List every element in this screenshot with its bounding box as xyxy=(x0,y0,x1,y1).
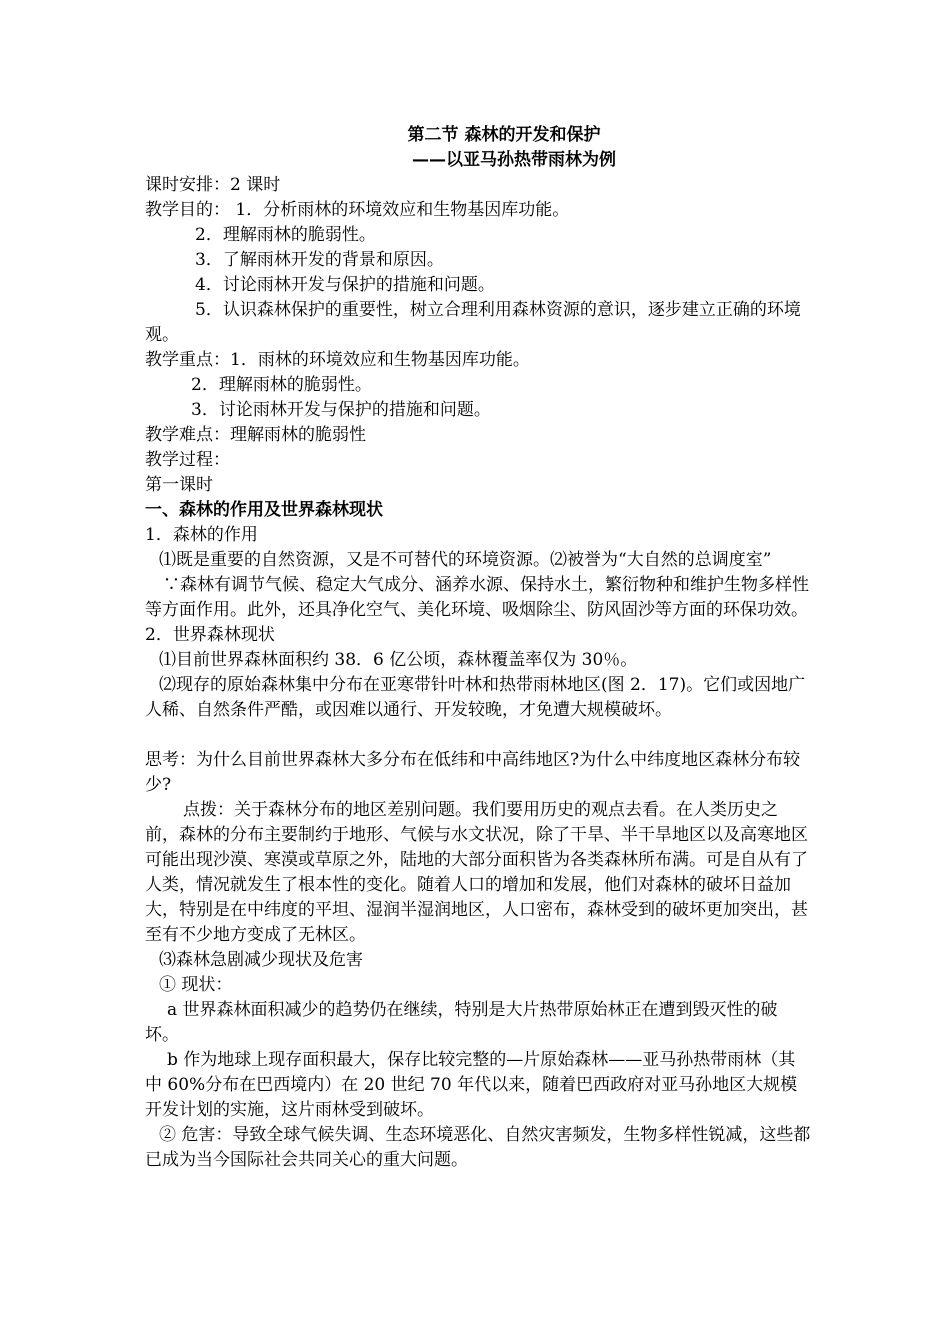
paragraph-role-1: ⑴既是重要的自然资源，又是不可替代的环境资源。⑵被誉为“大自然的总调度室” xyxy=(159,550,772,570)
key-points-line-1: 教学重点：1．雨林的环境效应和生物基因库功能。 xyxy=(145,350,530,370)
key-points-line-2: 2．理解雨林的脆弱性。 xyxy=(191,375,372,395)
hint-paragraph: 点拨：关于森林分布的地区差别问题。我们要用历史的观点去看。在人类历史之前，森林的分布主要制约于地形、气候与水文状况，除了干旱、半干旱地区以及高寒地区可能出现沙漠、寒漠或草原之外，陆地的大部分面积皆为各类森林所布满。可是自从有了人类，情况就发生了根本性的变化。随着人口的增加和发展，他们对森林的破坏日益加大，特别是在中纬度的平坦、湿润半湿润地区，人口密布，森林受到的破坏更加突出，甚至有不少地方变成了无林区。 xyxy=(145,800,808,945)
document-body xyxy=(145,123,811,1173)
think-question: 思考：为什么目前世界森林大多分布在低纬和中高纬地区?为什么中纬度地区森林分布较少? xyxy=(145,750,801,795)
objectives-line-4: 4．讨论雨林开发与保护的措施和问题。 xyxy=(195,275,495,295)
lesson-label: 第一课时 xyxy=(145,475,213,495)
schedule-line: 课时安排：2 课时 xyxy=(145,175,281,195)
objectives-line-5: 5．认识森林保护的重要性，树立合理利用森林资源的意识，逐步建立正确的环境观。 xyxy=(145,300,801,345)
blank-line xyxy=(145,723,811,748)
current-item-a: a 世界森林面积减少的趋势仍在继续，特别是大片热带原始林正在遭到毁灭性的破坏。 xyxy=(145,1000,778,1045)
objectives-line-3: 3．了解雨林开发的背景和原因。 xyxy=(195,250,444,270)
current-label: ① 现状： xyxy=(159,975,233,995)
objectives-line-1: 教学目的： 1．分析雨林的环境效应和生物基因库功能。 xyxy=(145,200,570,220)
paragraph-role-2: ∵森林有调节气候、稳定大气成分、涵养水源、保持水土，繁衍物种和维护生物多样性等方面作用。此外，还具净化空气、美化环境、吸烟除尘、防风固沙等方面的环保功效。 xyxy=(145,575,809,620)
section-heading: 一、森林的作用及世界森林现状 xyxy=(145,500,383,520)
page-subtitle: ——以亚马孙热带雨林为例 xyxy=(412,150,616,170)
objectives-line-2: 2．理解雨林的脆弱性。 xyxy=(195,225,376,245)
key-points-line-3: 3．讨论雨林开发与保护的措施和问题。 xyxy=(191,400,491,420)
subheading-forest-status: 2．世界森林现状 xyxy=(145,625,275,645)
page-title: 第二节 森林的开发和保护 xyxy=(407,125,601,145)
current-item-b: b 作为地球上现存面积最大，保存比较完整的—片原始森林——亚马孙热带雨林（其中 60%分布在巴西境内）在 20 世纪 70 年代以来，随着巴西政府对亚马孙地区大规模开发计划的实施，这片雨林受到破坏。 xyxy=(145,1050,798,1120)
paragraph-status-2: ⑵现存的原始森林集中分布在亚寒带针叶林和热带雨林地区(图 2．17)。它们或因地广人稀、自然条件严酷，或因难以通行、开发较晚，才免遭大规模破坏。 xyxy=(145,675,806,720)
paragraph-decline-heading: ⑶森林急剧减少现状及危害 xyxy=(159,950,363,970)
difficulty-line: 教学难点：理解雨林的脆弱性 xyxy=(145,425,366,445)
subheading-forest-role: 1．森林的作用 xyxy=(145,525,258,545)
process-line: 教学过程： xyxy=(145,450,230,470)
harm-paragraph: ② 危害：导致全球气候失调、生态环境恶化、自然灾害频发，生物多样性锐减，这些都已成为当今国际社会共同关心的重大问题。 xyxy=(145,1125,811,1170)
paragraph-status-1: ⑴目前世界森林面积约 38．6 亿公顷，森林覆盖率仅为 30％。 xyxy=(159,650,638,670)
